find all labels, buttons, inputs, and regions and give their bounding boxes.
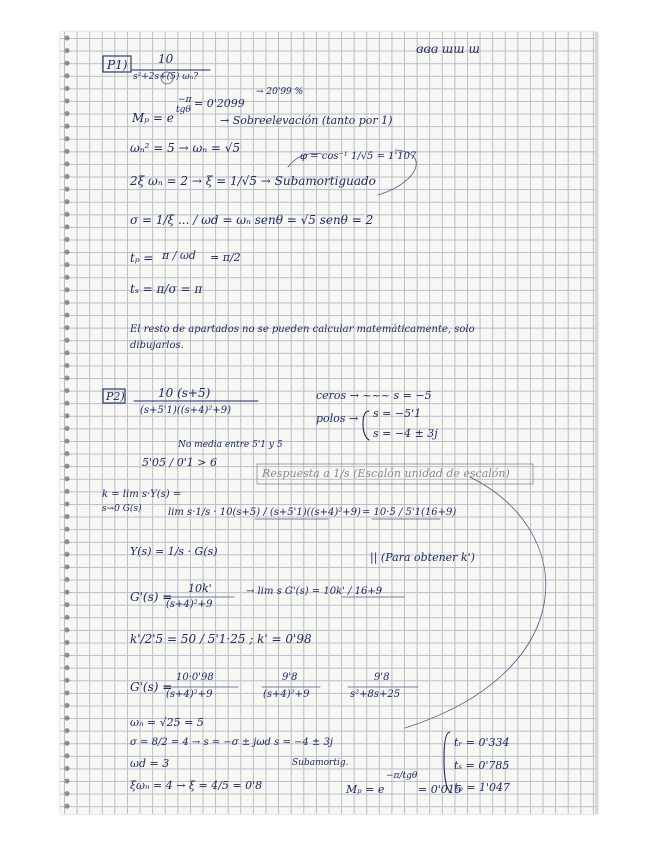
p2-wn-line: ωₙ = √25 = 5 — [130, 716, 204, 729]
p2-g2-denominator-2: (s+4)²+9 — [263, 689, 310, 700]
p1-mp-percent: → 20'99 % — [256, 87, 304, 97]
p2-polo-1: s = −5'1 — [373, 407, 422, 420]
p2-k1-equation: k'/2'5 = 50 / 5'1·25 ; k' = 0'98 — [130, 632, 312, 646]
p2-k-line: k = lim s·Y(s) = — [102, 489, 182, 500]
p2-tf-numerator: 10 (s+5) — [158, 386, 211, 400]
p1-ts-equation: tₛ = π/σ = π — [130, 282, 203, 296]
p1-tp-mid: π / ωd — [162, 249, 196, 262]
p2-g1-lhs: G'(s) = — [130, 590, 173, 604]
p2-para-note: || (Para obtener k') — [370, 551, 475, 564]
p2-ceros: ceros → ~~~ s = −5 — [316, 389, 432, 402]
p2-lim-result: = 10·5 / 5'1(16+9) — [362, 507, 457, 518]
p2-g2-numerator-3: 9'8 — [374, 672, 390, 683]
p1-label: P1) — [107, 58, 128, 72]
p2-xi-line: ξωₙ = 4 → ξ = 4/5 = 0'8 — [130, 779, 263, 792]
p2-g2-numerator-1: 10·0'98 — [176, 672, 214, 683]
p2-ratio: 5'05 / 0'1 > 6 — [142, 456, 217, 469]
p2-mp-value: = 0'015 — [418, 783, 462, 796]
p1-mp-exp-num: −π — [178, 95, 192, 105]
p1-mp-note: → Sobreelevación (tanto por 1) — [220, 114, 393, 127]
doodle-scribble: ɞɞɞ ɯɯ ɯ — [416, 42, 480, 56]
p2-tp-value: tₚ = 1'047 — [454, 781, 511, 794]
p2-lim-expression: lim s·1/s · 10(s+5) / (s+5'1)((s+4)²+9) — [168, 507, 361, 518]
p2-sigma-line: σ = 8/2 = 4 → s = −σ ± jωd s = −4 ± 3j — [130, 737, 333, 748]
p1-mp-lhs: Mₚ = e — [132, 111, 174, 125]
p2-g2-lhs: G'(s) = — [130, 680, 173, 694]
p2-g2-numerator-2: 9'8 — [282, 672, 298, 683]
p2-media-note: No media entre 5'1 y 5 — [178, 440, 283, 450]
notebook-page — [60, 32, 598, 814]
p1-note-line1: El resto de apartados no se pueden calcular matemáticamente, solo — [130, 324, 475, 335]
p2-ts-value: tₛ = 0'785 — [454, 759, 510, 772]
p2-g1-limit: → lim s G'(s) = 10k' / 16+9 — [246, 586, 383, 597]
p2-tr-value: tᵣ = 0'334 — [454, 736, 510, 749]
p2-y-equation: Y(s) = 1/s · G(s) — [130, 545, 218, 558]
p2-label: P2) — [106, 390, 125, 403]
p2-polo-2: s = −4 ± 3j — [373, 427, 438, 440]
polos-bracket — [363, 411, 369, 440]
p1-tf-numerator: 10 — [158, 52, 174, 66]
p2-k-note: s→0 G(s) — [102, 504, 142, 514]
p1-mp-value: = 0'2099 — [194, 97, 245, 110]
p1-mp-exp-den: tgθ — [176, 105, 191, 115]
p1-tp-rhs: = π/2 — [210, 251, 241, 264]
p2-g2-denominator-3: s²+8s+25 — [350, 689, 401, 700]
p2-tf-denominator: (s+5'1)((s+4)²+9) — [140, 405, 232, 416]
p2-polos-label: polos → — [316, 412, 359, 425]
p1-phi-equation: φ = cos⁻¹ 1/√5 = 1'107 — [300, 151, 417, 162]
p1-wn-equation: ωₙ² = 5 → ωₙ = √5 — [130, 141, 241, 155]
p2-respuesta-note: Respuesta a 1/s (Escalón unidad de escalón) — [262, 467, 510, 480]
p2-mp-lhs: Mₚ = e — [346, 783, 385, 796]
p1-tp-lhs: tₚ = — [130, 251, 154, 265]
p1-note-line2: dibujarlos. — [130, 340, 184, 351]
p2-subamortiguado-note: Subamortig. — [292, 758, 349, 768]
p2-mp-exponent: −π/tgθ — [386, 771, 418, 781]
p2-wd-line: ωd = 3 — [130, 757, 170, 770]
p1-sigma-equation: σ = 1/ξ ... / ωd = ωₙ senθ = √5 senθ = 2 — [130, 213, 374, 227]
p2-g2-denominator-1: (s+4)²+9 — [166, 689, 213, 700]
p2-g1-numerator: 10k' — [188, 582, 212, 595]
p2-g1-denominator: (s+4)²+9 — [166, 599, 213, 610]
p1-tf-denominator: s²+2s+(5) ωₙ? — [133, 72, 199, 82]
p1-zeta-equation: 2ξ ωₙ = 2 → ξ = 1/√5 → Subamortiguado — [130, 174, 376, 188]
